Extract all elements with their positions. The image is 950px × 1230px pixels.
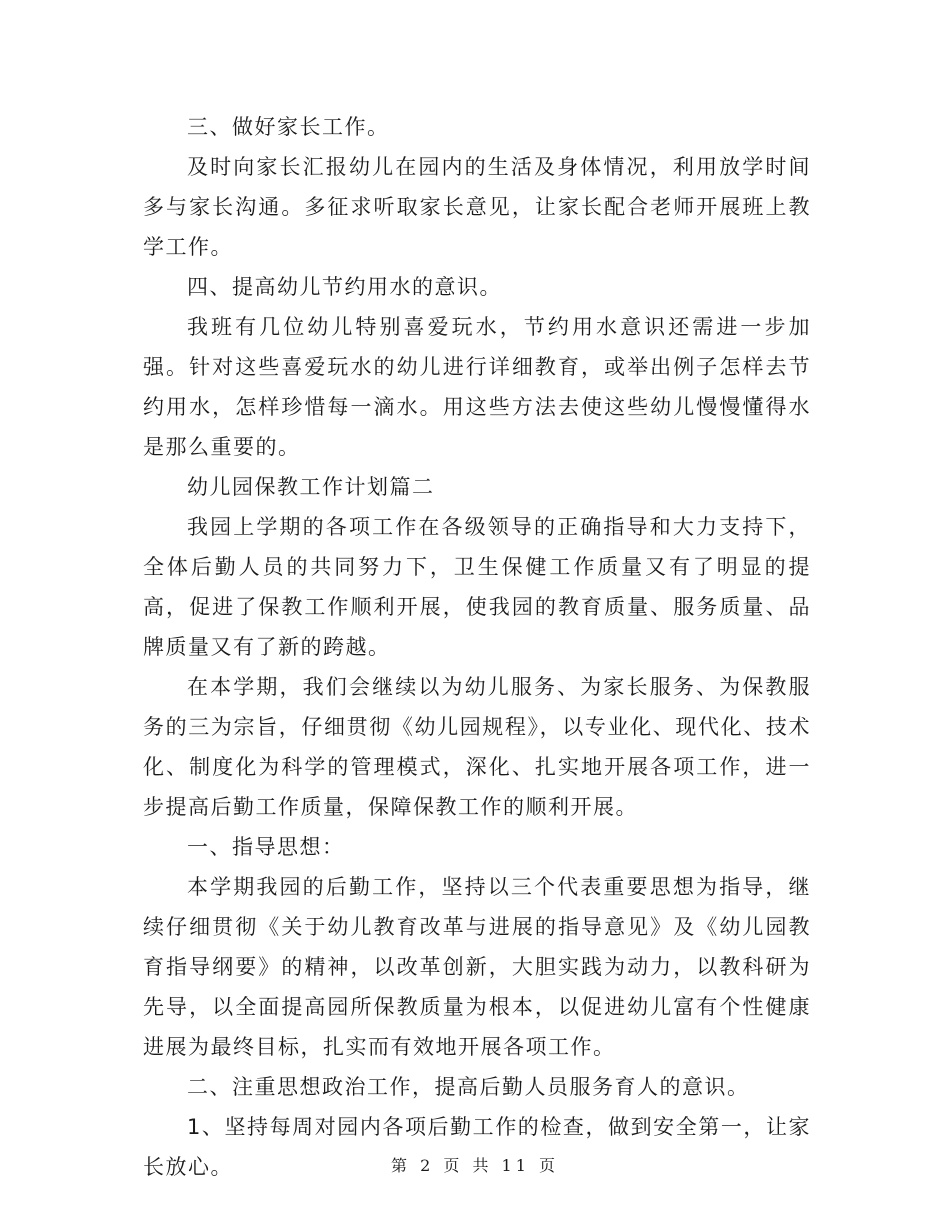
- paragraph-this-semester: 在本学期，我们会继续以为幼儿服务、为家长服务、为保教服务的三为宗旨，仔细贯彻《幼儿园规程》，以专业化、现代化、技术化、制度化为科学的管理模式，深化、扎实地开展各项工作，进一步提高后勤工作质量，保障保教工作的顺利开展。: [143, 675, 811, 819]
- paragraph-heading-parents: 三、做好家长工作。: [187, 115, 390, 139]
- paragraph-heading-guiding: 一、指导思想：: [187, 835, 345, 859]
- paragraph-heading-political: 二、注重思想政治工作，提高后勤人员服务育人的意识。: [187, 1075, 750, 1099]
- paragraph-heading-water: 四、提高幼儿节约用水的意识。: [187, 275, 502, 299]
- paragraph-guiding-thought: 本学期我园的后勤工作，坚持以三个代表重要思想为指导，继续仔细贯彻《关于幼儿教育改革与进展的指导意见》及《幼儿园教育指导纲要》的精神，以改革创新，大胆实践为动力，以教科研为先导，以全面提高园所保教质量为根本，以促进幼儿富有个性健康进展为最终目标，扎实而有效地开展各项工作。: [143, 875, 811, 1059]
- paragraph-weekly-inspection: 1、坚持每周对园内各项后勤工作的检查，做到安全第一，让家长放心。: [143, 1115, 811, 1179]
- paragraph-parents-communication: 及时向家长汇报幼儿在园内的生活及身体情况，利用放学时间多与家长沟通。多征求听取家长意见，让家长配合老师开展班上教学工作。: [143, 155, 811, 259]
- page-number-footer: 第 2 页 共 11 页: [391, 1156, 559, 1175]
- section-title-part-two: 幼儿园保教工作计划篇二: [187, 475, 435, 499]
- paragraph-water-saving: 我班有几位幼儿特别喜爱玩水，节约用水意识还需进一步加强。针对这些喜爱玩水的幼儿进行详细教育，或举出例子怎样去节约用水，怎样珍惜每一滴水。用这些方法去使这些幼儿慢慢懂得水是那么重要的。: [143, 315, 811, 459]
- document-body: [143, 107, 811, 1187]
- paragraph-last-semester: 我园上学期的各项工作在各级领导的正确指导和大力支持下，全体后勤人员的共同努力下，卫生保健工作质量又有了明显的提高，促进了保教工作顺利开展，使我园的教育质量、服务质量、品牌质量又有了新的跨越。: [143, 515, 811, 659]
